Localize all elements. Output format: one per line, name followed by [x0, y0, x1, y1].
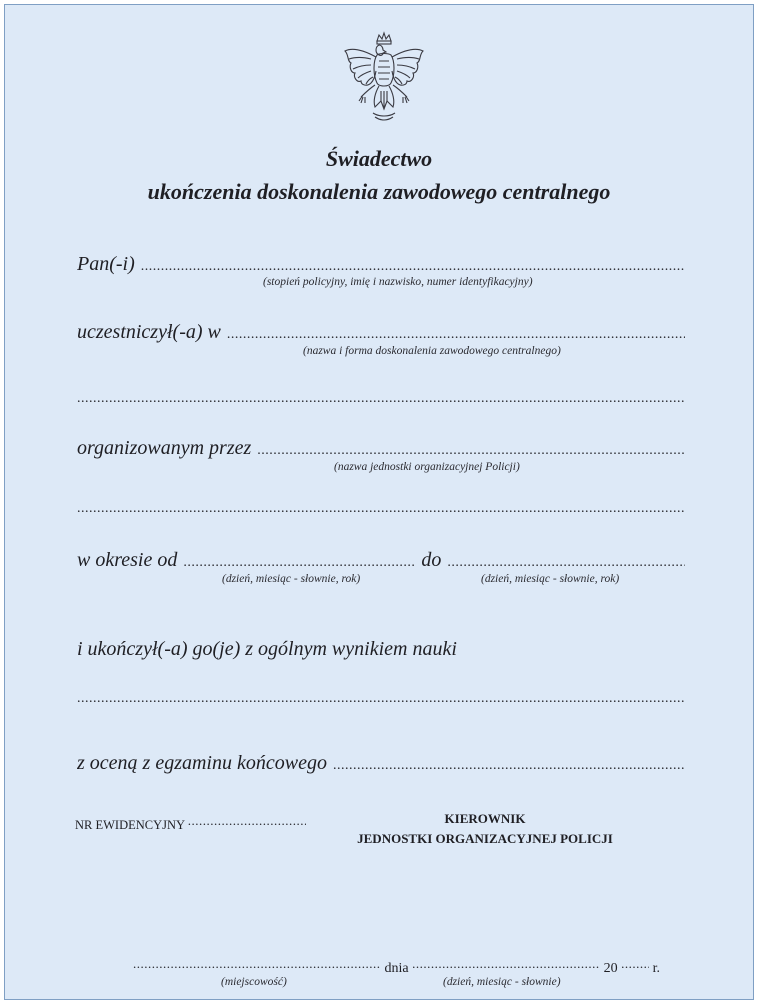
certificate-sheet — [4, 4, 754, 1000]
place-hint: (miejscowość) — [221, 976, 287, 988]
result-line — [77, 691, 685, 707]
period-to-label: do — [421, 549, 442, 571]
organized-label: organizowanym przez — [77, 437, 252, 459]
record-number — [75, 813, 306, 833]
participated-label: uczestniczył(-a) w — [77, 321, 221, 343]
period-to-dots[interactable] — [447, 555, 685, 571]
date-hint: (dzień, miesiąc - słownie) — [443, 976, 561, 988]
name-line — [77, 253, 685, 276]
organized-fill-dots[interactable] — [257, 443, 685, 459]
completed-text: i ukończył(-a) go(je) z ogólnym wynikiem nauki — [77, 638, 457, 660]
name-fill-dots[interactable] — [141, 259, 685, 275]
exam-line — [77, 752, 685, 775]
exam-fill-dots[interactable] — [333, 758, 685, 774]
organized-continuation-dots[interactable] — [77, 501, 685, 517]
head-title-line2: JEDNOSTKI ORGANIZACYJNEJ POLICJI — [357, 831, 613, 846]
place-date-line — [133, 956, 660, 977]
record-number-dots[interactable] — [188, 813, 306, 829]
record-number-label: NR EWIDENCYJNY — [75, 818, 185, 832]
participated-continuation-line — [77, 391, 685, 407]
day-label: dnia — [384, 961, 409, 976]
organized-hint: (nazwa jednostki organizacyjnej Policji) — [334, 461, 520, 473]
name-hint: (stopień policyjny, imię i nazwisko, numer identyfikacyjny) — [263, 276, 533, 288]
participated-fill-dots[interactable] — [227, 327, 685, 343]
year-dots[interactable] — [621, 956, 649, 972]
participated-hint: (nazwa i forma doskonalenia zawodowego centralnego) — [303, 345, 561, 357]
polish-eagle-emblem — [339, 31, 429, 129]
name-label: Pan(-i) — [77, 253, 135, 275]
organized-line — [77, 437, 685, 460]
head-title-line1: KIEROWNIK — [444, 811, 526, 826]
period-from-label: w okresie od — [77, 549, 178, 571]
year-prefix: 20 — [603, 961, 618, 976]
year-suffix: r. — [652, 961, 660, 976]
exam-label: z oceną z egzaminu końcowego — [77, 752, 327, 774]
date-dots[interactable] — [412, 956, 600, 972]
period-from-hint: (dzień, miesiąc - słownie, rok) — [222, 573, 361, 585]
period-to-hint: (dzień, miesiąc - słownie, rok) — [481, 573, 620, 585]
period-line — [77, 549, 685, 572]
result-fill-dots[interactable] — [77, 691, 685, 707]
participated-continuation-dots[interactable] — [77, 391, 685, 407]
place-dots[interactable] — [133, 956, 381, 972]
certificate-title: Świadectwo — [325, 146, 433, 171]
period-from-dots[interactable] — [183, 555, 415, 571]
participated-line — [77, 321, 685, 344]
organized-continuation-line — [77, 501, 685, 517]
certificate-subtitle: ukończenia doskonalenia zawodowego centralnego — [147, 179, 611, 204]
